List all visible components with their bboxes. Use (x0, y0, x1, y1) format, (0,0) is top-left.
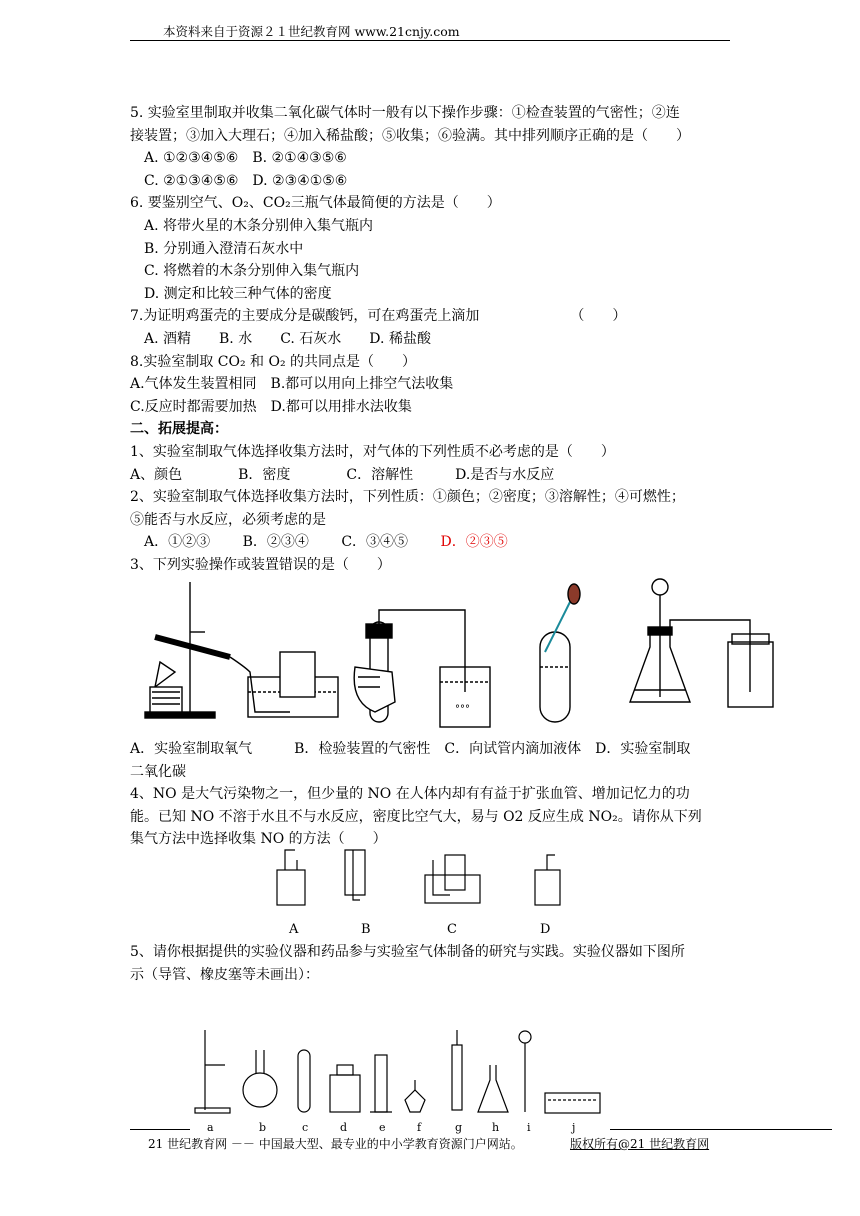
text-line: ⑤能否与水反应，必须考虑的是 (130, 511, 326, 528)
text-line: 2、实验室制取气体选择收集方法时，下列性质：①颜色；②密度；③溶解性；④可燃性； (130, 489, 685, 506)
oxygen-apparatus-diagram (145, 582, 338, 718)
text-line: 3、下列实验操作或装置错误的是（ ） (130, 556, 391, 573)
q4-collection-methods-figure (265, 845, 565, 915)
test-tube (298, 1050, 310, 1112)
text-line: 示（导管、橡皮塞等未画出）： (130, 966, 319, 983)
footer-rule-right (610, 1129, 832, 1130)
q4-text (130, 783, 740, 851)
text-line: C. 将燃着的木条分别伸入集气瓶内 (144, 263, 360, 280)
text-line: 能。已知 NO 不溶于水且不与水反应，密度比空气大，易与 O2 反应生成 NO₂。请你从下列 (130, 808, 702, 825)
svg-text:°°°: °°° (455, 704, 470, 715)
footer-rule-left (130, 1129, 190, 1130)
q5-label: a (207, 1121, 214, 1134)
q5-label: h (492, 1121, 500, 1134)
text-line: A、颜色 B．密度 C．溶解性 D.是否与水反应 (130, 466, 555, 483)
text-line: A. ①②③④⑤⑥ B. ②①④③⑤⑥ (144, 150, 347, 167)
q5-label: e (379, 1121, 386, 1134)
q5-label: i (527, 1121, 531, 1134)
text-line: 7.为证明鸡蛋壳的主要成分是碳酸钙，可在鸡蛋壳上滴加 （ ） (130, 308, 627, 325)
method-b-bottle (345, 850, 365, 900)
question-text (130, 102, 740, 576)
water-trough (545, 1093, 600, 1113)
text-line: A.气体发生装置相同 B.都可以用向上排空气法收集 (130, 376, 454, 393)
dropper-diagram (540, 584, 580, 722)
q3-apparatus-figure (130, 572, 780, 732)
text-line: 集气方法中选择收集 NO 的方法（ ） (130, 831, 387, 848)
q5-label: c (302, 1121, 309, 1134)
footer-copyright-link[interactable]: 版权所有@21 世纪教育网 (570, 1137, 710, 1151)
text-line: 接装置；③加入大理石；④加入稀盐酸；⑤收集；⑥验满。其中排列顺序正确的是（ ） (130, 127, 690, 144)
q3-caption-line1: A．实验室制取氧气 B．检验装置的气密性 C．向试管内滴加液体 D．实验室制取 (130, 741, 691, 757)
text-line: 5. 实验室里制取并收集二氧化碳气体时一般有以下操作步骤：①检查装置的气密性；②连 (130, 105, 680, 121)
option-d-answer: D．②③⑤ (440, 534, 508, 551)
q3-caption-line2: 二氧化碳 (130, 764, 186, 780)
alcohol-lamp (405, 1080, 425, 1112)
iron-stand (195, 1030, 230, 1113)
text-line: C.反应时都需要加热 D.都可以用排水法收集 (130, 398, 412, 415)
text-line: A. 将带火星的木条分别伸入集气瓶内 (144, 217, 374, 234)
q4-label-c: C (447, 922, 457, 937)
text-line: 1、实验室制取气体选择收集方法时，对气体的下列性质不必考虑的是（ ） (130, 443, 615, 460)
option-a: A．①②③ (144, 534, 211, 551)
footer-left-text: 21 世纪教育网 －－ 中国最大型、最专业的中小学教育资源门户网站。 (148, 1137, 523, 1151)
airtightness-test-diagram (354, 610, 490, 727)
page-header: 本资料来自于资源２１世纪教育网 www.21cnjy.com (163, 24, 460, 39)
separatory-funnel (519, 1031, 531, 1112)
text-line: C. ②①③④⑤⑥ D. ②③④①⑤⑥ (144, 172, 348, 189)
text-line: 6. 要鉴别空气、O₂、CO₂三瓶气体最简便的方法是（ ） (130, 195, 501, 212)
text-line: B. 分别通入澄清石灰水中 (144, 240, 304, 257)
q5-text (130, 941, 740, 986)
text-line: 5、请你根据提供的实验仪器和药品参与实验室气体制备的研究与实践。实验仪器如下图所 (130, 944, 685, 960)
q5-label: f (417, 1121, 422, 1134)
text-line: 8.实验室制取 CO₂ 和 O₂ 的共同点是（ ） (130, 353, 417, 370)
q5-instruments-figure (190, 1025, 620, 1120)
q4-label-d: D (540, 922, 551, 937)
q5-label: g (455, 1121, 463, 1134)
method-d-bottle (535, 855, 560, 905)
text-line: 4、NO 是大气污染物之一，但少量的 NO 在人体内却有有益于扩张血管、增加记忆力的功 (130, 786, 690, 802)
section-heading: 二、拓展提高： (130, 421, 228, 438)
option-c: C．③④⑤ (341, 534, 409, 551)
q5-label: b (259, 1121, 267, 1134)
text-line: A. 酒精 B. 水 C. 石灰水 D. 稀盐酸 (144, 330, 431, 347)
method-a-bottle (277, 850, 305, 905)
syringe (452, 1030, 462, 1110)
conical-flask (478, 1065, 508, 1112)
co2-apparatus-diagram (630, 579, 773, 707)
method-c-trough (425, 855, 480, 903)
gas-bottle (330, 1065, 360, 1112)
text-line: D. 测定和比较三种气体的密度 (144, 285, 332, 302)
options-line (130, 531, 740, 554)
q4-label-b: B (361, 922, 371, 937)
graduated-cylinder (370, 1055, 392, 1112)
q4-label-a: A (289, 922, 299, 937)
option-b: B．②③④ (242, 534, 309, 551)
q5-label: j (572, 1121, 576, 1134)
round-bottom-flask (243, 1050, 277, 1107)
header-rule (130, 40, 730, 41)
q5-label: d (340, 1121, 348, 1134)
